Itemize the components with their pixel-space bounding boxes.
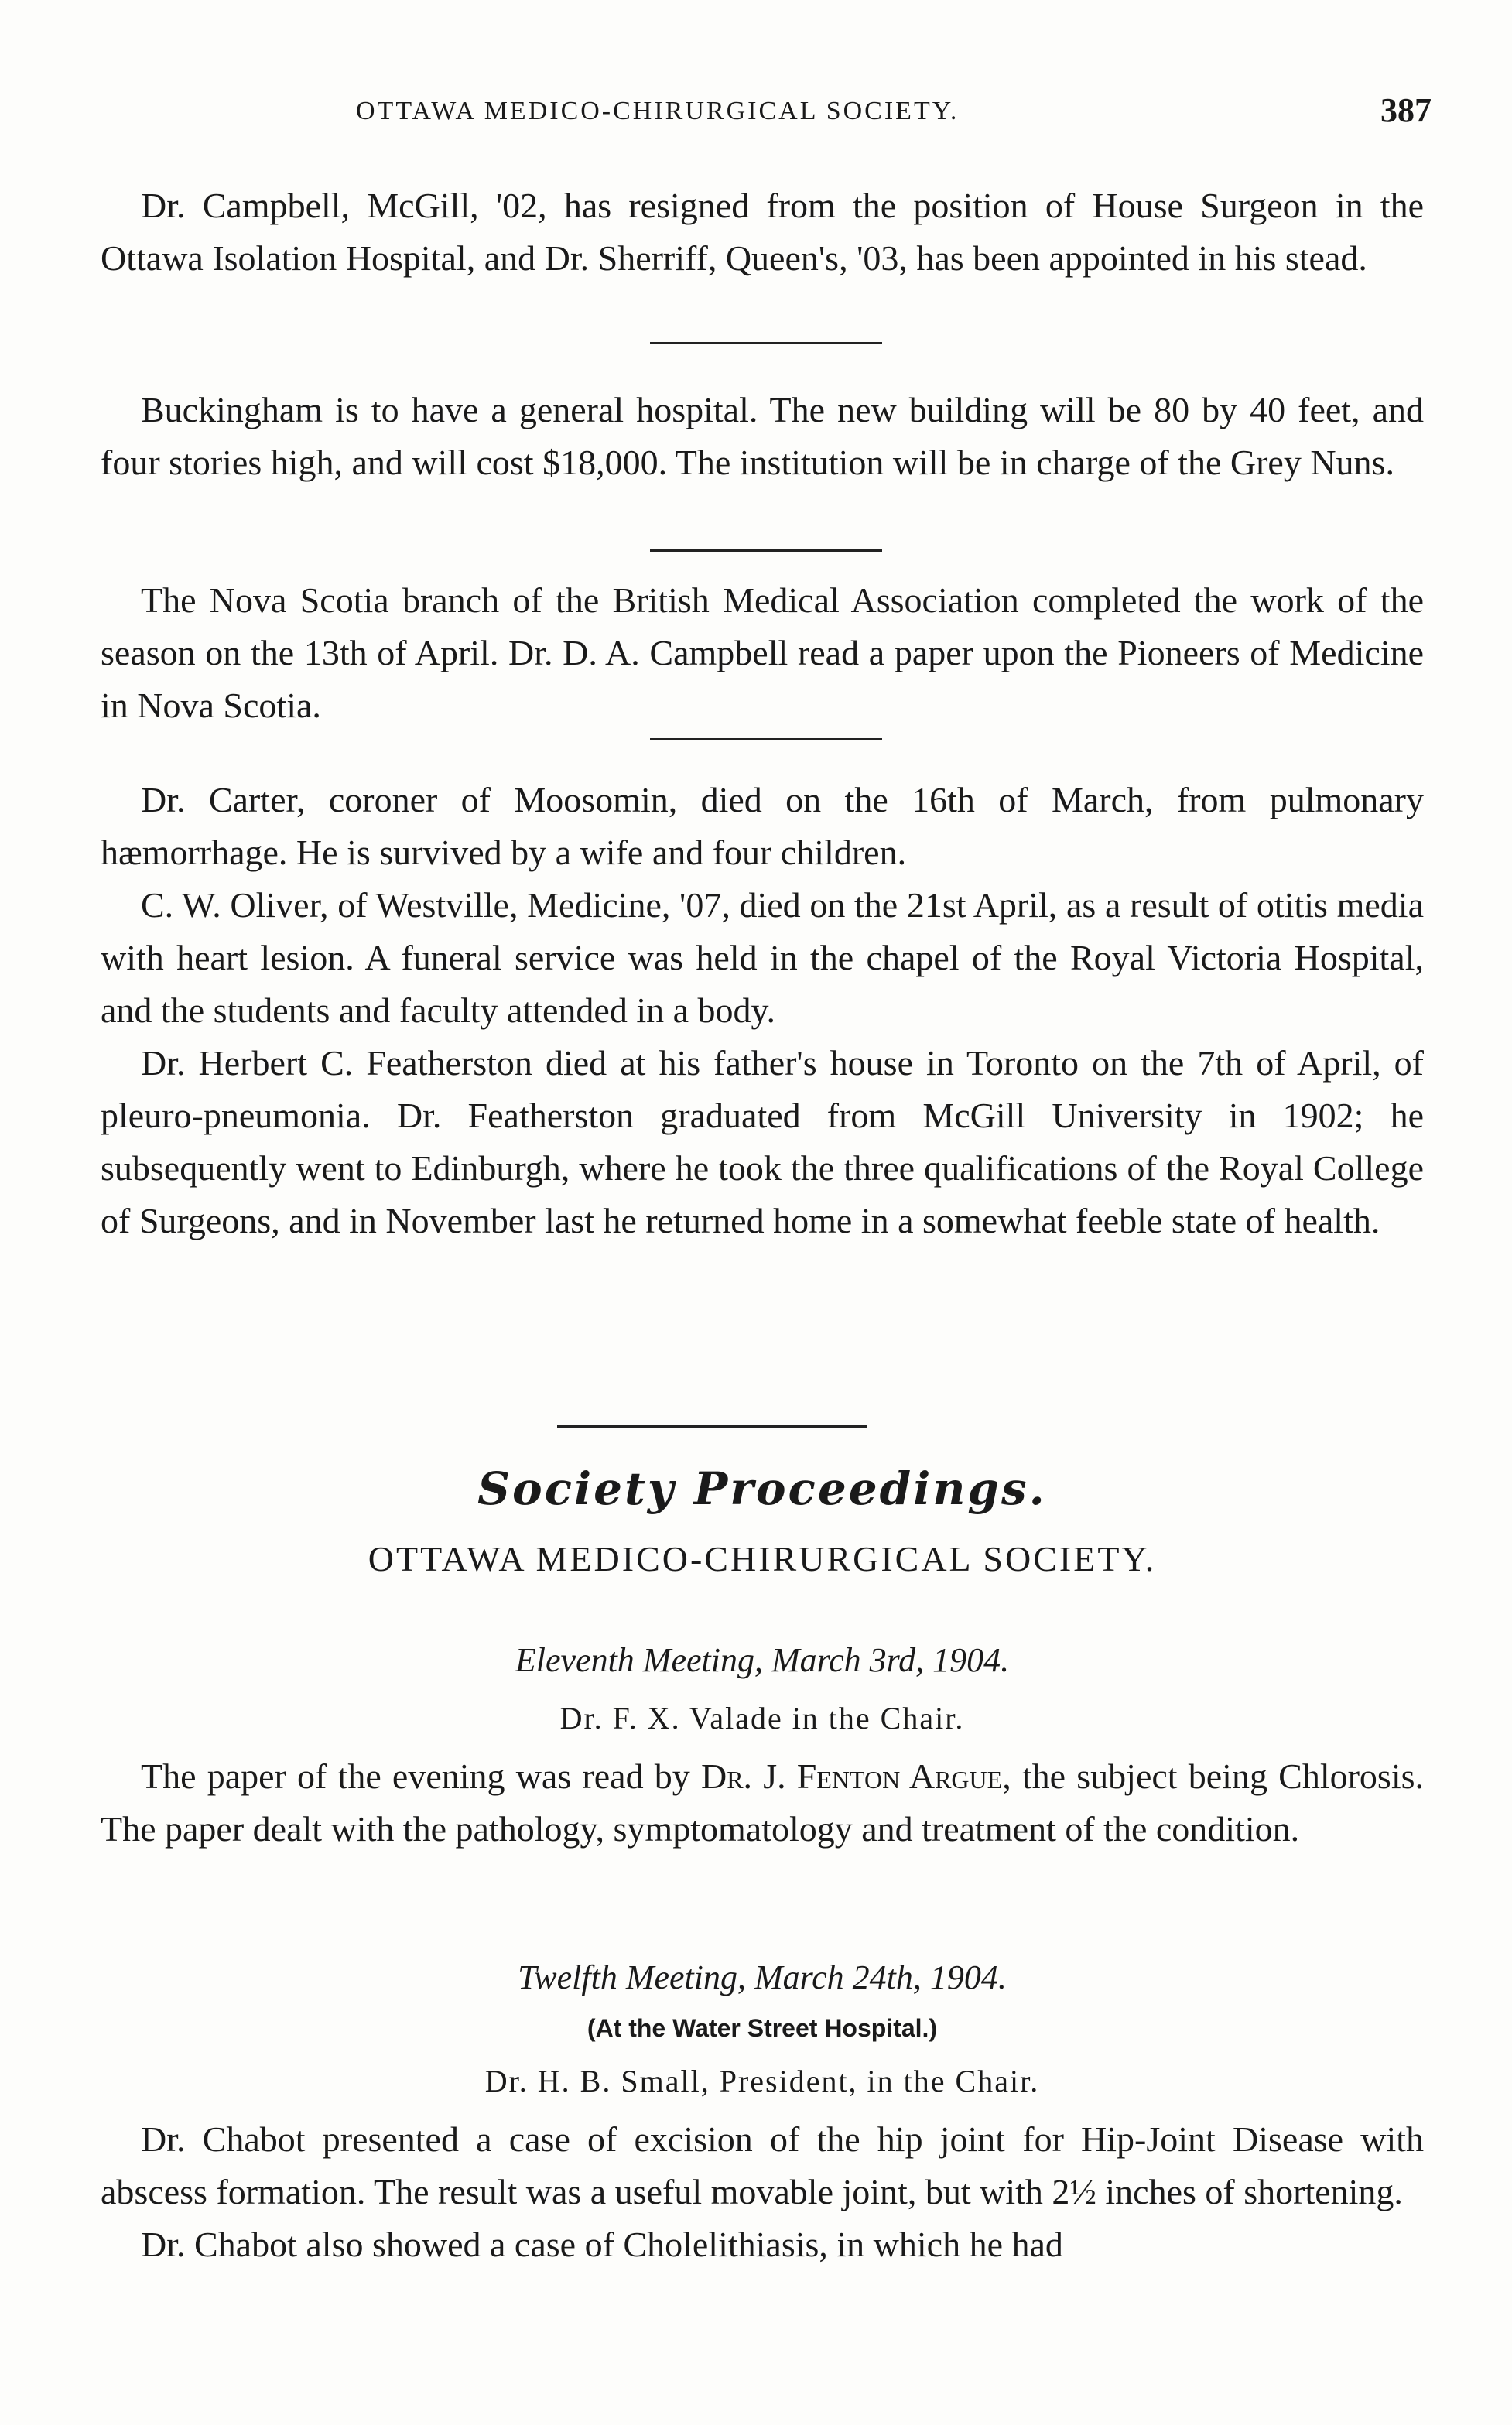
presenter-name: Dr. J. Fenton Argue,	[700, 1756, 1011, 1796]
society-name: OTTAWA MEDICO-CHIRURGICAL SOCIETY.	[368, 1539, 1157, 1578]
meeting-paragraph: Dr. Chabot also showed a case of Cholelithiasis, in which he had	[141, 2225, 1063, 2264]
meeting-eleven	[101, 1640, 1424, 1856]
page-number: 387	[1380, 91, 1432, 129]
meeting-title: Twelfth Meeting, March 24th, 1904.	[518, 1958, 1007, 1996]
meeting-twelve	[101, 1958, 1424, 2271]
proceedings-heading-block	[101, 1462, 1424, 1579]
section-title: Society Proceedings.	[477, 1462, 1047, 1515]
obituaries	[101, 774, 1424, 1247]
meeting-location: (At the Water Street Hospital.)	[587, 2014, 938, 2042]
divider	[650, 342, 882, 344]
running-header	[101, 91, 1432, 143]
meeting-title: Eleventh Meeting, March 3rd, 1904.	[515, 1641, 1010, 1679]
obituary-paragraph: C. W. Oliver, of Westville, Medicine, '07, died on the 21st April, as a result of otitis media with heart lesion. A funeral service was held in the chapel of the Royal Victoria Hospital, and the students and faculty attended in a body.	[101, 885, 1424, 1030]
divider	[650, 738, 882, 740]
divider	[650, 549, 882, 552]
obituary-paragraph: Dr. Herbert C. Featherston died at his father's house in Toronto on the 7th of April, of pleuro-pneumonia. Dr. Featherston graduated from McGill University in 1902; he subsequently went to Edinburgh, where he took the three qualifications of the Royal College of Surgeons, and in November last he returned home in a somewhat feeble state of health.	[101, 1043, 1424, 1240]
meeting-paragraph: Dr. Chabot presented a case of excision of the hip joint for Hip-Joint Disease with abscess formation. The result was a useful movable joint, but with 2½ inches of shortening.	[101, 2119, 1424, 2211]
meeting-chair: Dr. F. X. Valade in the Chair.	[559, 1701, 965, 1736]
news-item-2	[101, 384, 1424, 489]
running-title: OTTAWA MEDICO-CHIRURGICAL SOCIETY.	[356, 97, 960, 125]
meeting-chair: Dr. H. B. Small, President, in the Chair.	[484, 2064, 1040, 2098]
news-item-1	[101, 180, 1424, 285]
news-item-3	[101, 574, 1424, 732]
section-divider	[557, 1425, 867, 1428]
meeting-text: The paper of the evening was read by	[141, 1756, 690, 1796]
news-paragraph: The Nova Scotia branch of the British Medical Association completed the work of the season on the 13th of April. Dr. D. A. Campbell read a paper upon the Pioneers of Medicine in Nova Scotia.	[101, 580, 1424, 725]
obituary-paragraph: Dr. Carter, coroner of Moosomin, died on the 16th of March, from pulmonary hæmorrhage. He is survived by a wife and four children.	[101, 780, 1424, 872]
meeting-text: the subject being Chlorosis. The paper dealt with the pathology, symptomatology and treatment of the condition.	[101, 1756, 1424, 1849]
meeting-paragraph	[101, 1750, 1424, 1856]
news-paragraph: Buckingham is to have a general hospital. The new building will be 80 by 40 feet, and four stories high, and will cost $18,000. The institution will be in charge of the Grey Nuns.	[101, 390, 1424, 482]
news-paragraph: Dr. Campbell, McGill, '02, has resigned from the position of House Surgeon in the Ottawa Isolation Hospital, and Dr. Sherriff, Queen's, '03, has been appointed in his stead.	[101, 186, 1424, 278]
